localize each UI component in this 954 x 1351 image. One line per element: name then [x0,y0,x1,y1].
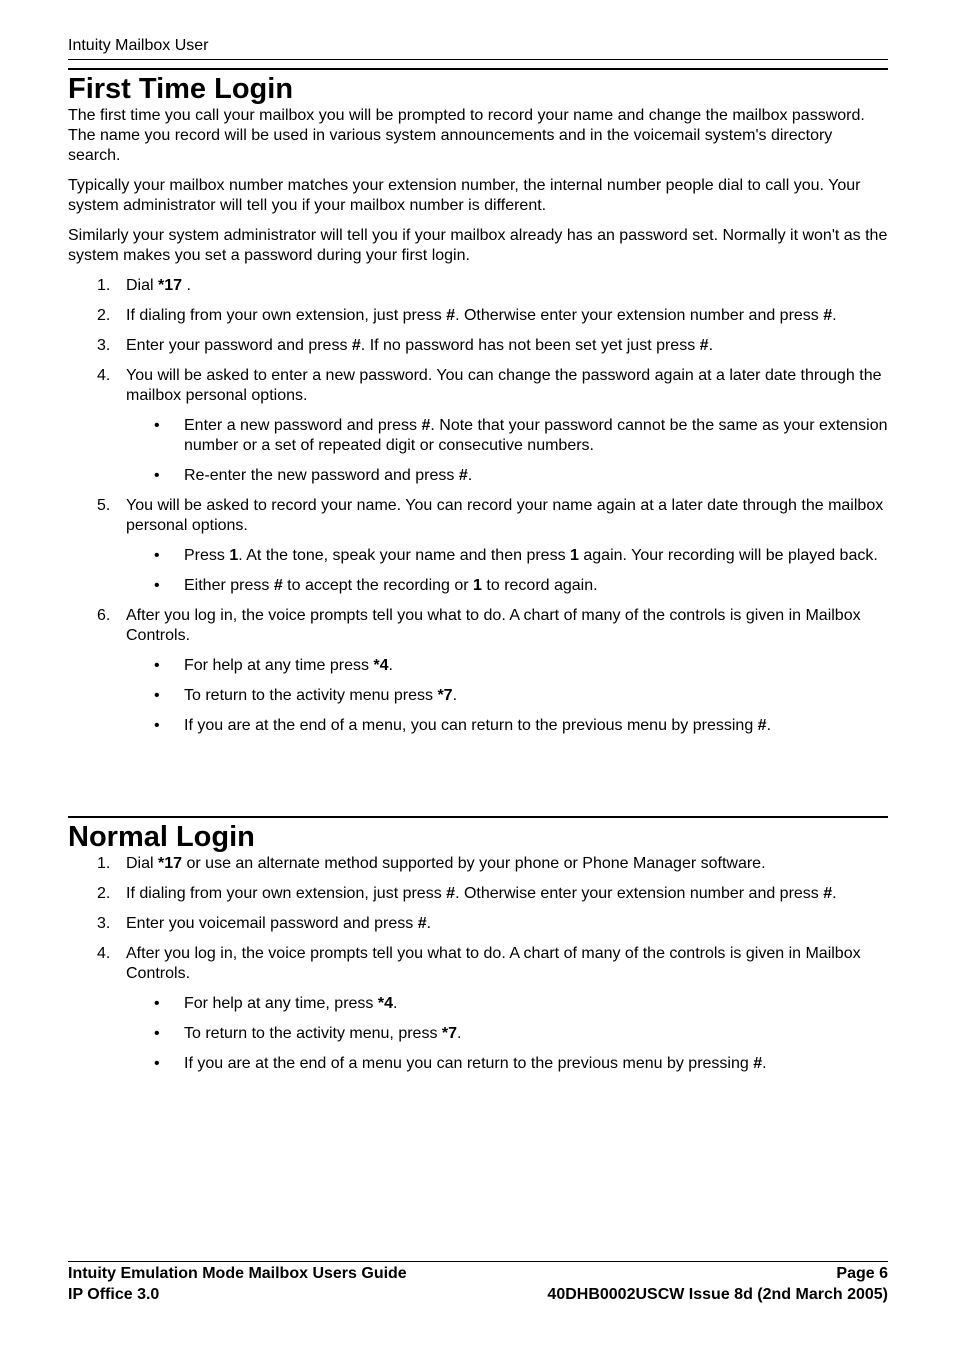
step-text: . [766,717,772,734]
step-item [68,854,888,874]
key-text: # [446,885,456,902]
step-body [126,915,431,932]
sub-bullet-list [126,656,888,736]
bullet-icon: • [154,717,160,734]
key-text: *7 [441,1025,458,1042]
step-text: If you are at the end of a menu you can return to the previous menu by pressing [184,1055,754,1072]
sub-bullet-item [126,656,888,676]
sub-bullet-item [126,416,888,456]
step-text: Enter you voicemail password and press [126,915,418,932]
footer-product: IP Office 3.0 [68,1286,160,1303]
step-body [126,497,883,534]
step-item [68,306,888,326]
step-item [68,366,888,486]
key-text: # [823,885,833,902]
step-text: . [426,915,432,932]
running-header: Intuity Mailbox User [68,37,209,54]
step-text: . Otherwise enter your extension number and press [455,885,824,902]
step-item [68,496,888,596]
bullet-text [184,1025,461,1042]
key-text: *7 [437,687,453,704]
footer-guide-title: Intuity Emulation Mode Mailbox Users Guide [68,1265,407,1282]
footer-page-number: Page 6 [836,1265,888,1282]
key-text: 1 [570,547,579,564]
heading-first-time-login: First Time Login [68,73,294,105]
step-text: again. Your recording will be played back. [578,547,878,564]
step-number: 5. [97,497,111,514]
sub-bullet-list [126,994,888,1074]
key-text: # [273,577,283,594]
bullet-text [184,995,397,1012]
step-text: . Note that your password cannot be the same as your extension number or a set of repeated digit or consecutive numbers. [184,417,888,454]
intro-paragraph-3: Similarly your system administrator will tell you if your mailbox already has an password set. Normally it won't as the system makes you set a password during your first login. [68,227,888,264]
bullet-text [184,467,472,484]
key-text: # [351,337,361,354]
step-body [126,337,713,354]
step-body [126,307,837,324]
step-number: 4. [97,367,111,384]
bullet-icon: • [154,417,160,434]
section-first-time-login [68,72,888,746]
step-item [68,336,888,356]
sub-bullet-item [126,716,888,736]
step-text: . [467,467,473,484]
bullet-icon: • [154,1025,160,1042]
step-text: . [832,307,837,324]
key-text: # [458,467,468,484]
step-text: . [832,885,837,902]
sub-bullet-list [126,416,888,486]
bullet-icon: • [154,577,160,594]
sub-bullet-item [126,466,888,486]
step-item [68,276,888,296]
step-text: . [452,687,458,704]
header-rule-thin [68,59,888,60]
step-number: 3. [97,915,111,932]
bullet-text [184,687,457,704]
bullet-text [184,657,393,674]
step-number: 1. [97,277,111,294]
step-text: Enter a new password and press [184,417,422,434]
step-number: 4. [97,945,111,962]
step-text: Dial [126,277,159,294]
bullet-text [184,417,888,454]
key-text: # [699,337,709,354]
sub-bullet-item [126,994,888,1014]
step-text: . [388,657,393,674]
step-text: If dialing from your own extension, just press [126,307,447,324]
bullet-text [184,577,598,594]
step-number: 3. [97,337,111,354]
step-text: Re-enter the new password and press [184,467,459,484]
step-body [126,607,861,644]
step-text: . [392,995,398,1012]
step-number: 2. [97,307,111,324]
step-text: . [708,337,714,354]
bullet-icon: • [154,1055,160,1072]
step-text: Dial [126,855,159,872]
step-text: To return to the activity menu press [184,687,438,704]
header-rule-thick [68,68,888,70]
key-text: 1 [473,577,482,594]
sub-bullet-item [126,686,888,706]
key-text: # [446,307,456,324]
step-text: Either press [184,577,274,594]
key-text: *4 [377,995,393,1012]
key-text: 1 [229,547,239,564]
intro-paragraph-2: Typically your mailbox number matches your extension number, the internal number people dial to call you. Your system administrator will tell you if your mailbox number is different. [68,177,861,214]
step-text: To return to the activity menu, press [184,1025,442,1042]
step-text: For help at any time, press [184,995,378,1012]
key-text: *4 [373,657,389,674]
step-number: 2. [97,885,111,902]
step-text: . If no password has not been set yet just press [360,337,700,354]
step-number: 6. [97,607,111,624]
step-text: Enter your password and press [126,337,352,354]
step-item [68,606,888,736]
bullet-text [184,1055,767,1072]
key-text: # [757,717,767,734]
step-text: If dialing from your own extension, just press [126,885,447,902]
bullet-text [184,547,878,564]
heading-normal-login: Normal Login [68,821,255,853]
step-text: . Otherwise enter your extension number and press [455,307,824,324]
sub-bullet-item [126,576,888,596]
footer-doc-id: 40DHB0002USCW Issue 8d (2nd March 2005) [547,1286,888,1303]
key-text: *17 [158,277,183,294]
footer-rule [68,1261,888,1262]
step-body [126,885,837,902]
step-text: You will be asked to enter a new password. You can change the password again at a later date through the mailbox personal options. [126,367,882,404]
step-number: 1. [97,855,111,872]
step-body [126,277,191,294]
step-text: You will be asked to record your name. You can record your name again at a later date through the mailbox personal options. [126,497,884,534]
section-normal-login [68,816,888,1084]
step-text: Press [184,547,230,564]
sub-bullet-item [126,546,888,566]
step-text: . [762,1055,767,1072]
bullet-icon: • [154,547,160,564]
step-text: If you are at the end of a menu, you can return to the previous menu by pressing [184,717,758,734]
step-text: to accept the recording or [282,577,474,594]
step-item [68,914,888,934]
step-body [126,367,881,404]
key-text: # [823,307,833,324]
normal-login-steps [68,854,888,1074]
step-item [68,884,888,904]
key-text: # [421,417,431,434]
first-time-steps [68,276,888,736]
sub-bullet-item [126,1054,888,1074]
step-text: or use an alternate method supported by your phone or Phone Manager software. [182,855,766,872]
step-item [68,944,888,1074]
key-text: *17 [158,855,183,872]
step-text: After you log in, the voice prompts tell you what to do. A chart of many of the controls is given in Mailbox Controls. [126,945,861,982]
bullet-text [184,717,771,734]
intro-paragraph-1: The first time you call your mailbox you will be prompted to record your name and change the mailbox password. The name you record will be used in various system announcements and in the voicemail system's directory search. [68,107,865,164]
sub-bullet-item [126,1024,888,1044]
bullet-icon: • [154,995,160,1012]
step-text: For help at any time press [184,657,374,674]
bullet-icon: • [154,467,160,484]
step-text: . [457,1025,462,1042]
step-text: . At the tone, speak your name and then press [238,547,571,564]
key-text: # [753,1055,763,1072]
step-text: . [182,277,191,294]
page-footer [68,1263,888,1305]
sub-bullet-list [126,546,888,596]
bullet-icon: • [154,687,160,704]
step-body [126,855,766,872]
step-text: After you log in, the voice prompts tell you what to do. A chart of many of the controls is given in Mailbox Controls. [126,607,861,644]
step-body [126,945,861,982]
step-text: to record again. [481,577,598,594]
key-text: # [417,915,427,932]
bullet-icon: • [154,657,160,674]
